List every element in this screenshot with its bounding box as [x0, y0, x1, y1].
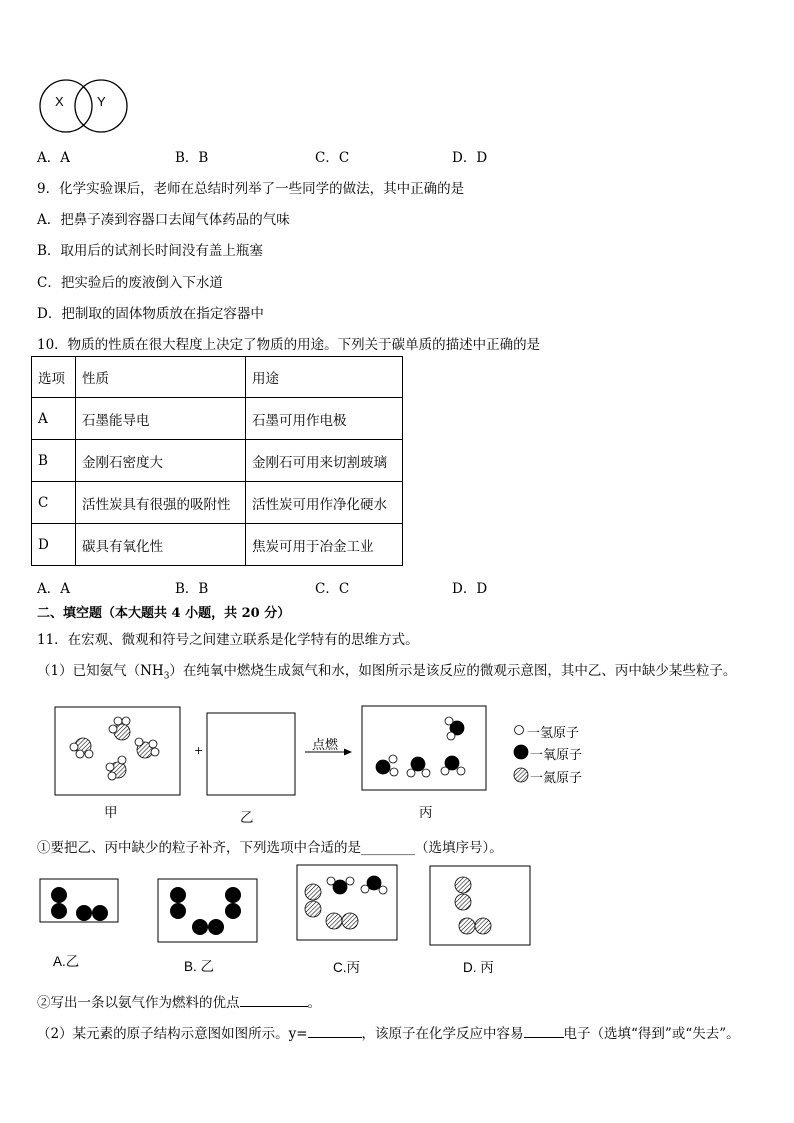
table-cell: 石墨可用作电极 — [246, 398, 403, 440]
q10-option-c[interactable]: C．C — [315, 581, 350, 597]
box-label-jia: 甲 — [104, 805, 118, 821]
venn-label-x: X — [55, 94, 64, 109]
legend-oxygen: 一氧原子 — [530, 748, 583, 763]
table-header: 性质 — [76, 357, 246, 398]
q11-part1-sub: 3 — [163, 671, 170, 682]
table-row — [32, 524, 403, 566]
q11-sub2-pre: ②写出一条以氨气作为燃料的优点 — [37, 995, 240, 1011]
arrow-label: 点燃 — [312, 738, 339, 753]
table-row — [32, 482, 403, 524]
answer-blank-electron[interactable] — [524, 1024, 564, 1038]
q9-option-b[interactable]: B．取用后的试剂长时间没有盖上瓶塞 — [37, 243, 263, 259]
answer-blank[interactable] — [240, 993, 308, 1007]
q9-option-d[interactable]: D．把制取的固体物质放在指定容器中 — [37, 306, 264, 322]
q11-part1 — [37, 659, 736, 682]
q8-option-b[interactable]: B．B — [175, 150, 209, 166]
choice-b-label[interactable]: B. 乙 — [184, 959, 215, 974]
choice-a-label[interactable]: A.乙 — [53, 954, 80, 969]
table-cell: 活性炭可用作净化硬水 — [246, 482, 403, 524]
plus-sign: + — [194, 744, 204, 757]
q9-option-c[interactable]: C．把实验后的废液倒入下水道 — [37, 275, 223, 291]
legend-nitrogen: 一氮原子 — [530, 771, 583, 786]
table-cell: 碳具有氧化性 — [76, 524, 246, 566]
table-cell: A — [32, 398, 76, 440]
q11-part1-post: ）在纯氧中燃烧生成氮气和水，如图所示是该反应的微观示意图，其中乙、丙中缺少某些粒子。 — [169, 663, 737, 679]
q11-sub2-post: 。 — [307, 995, 321, 1011]
venn-label-y: Y — [97, 94, 106, 109]
q11-sub1: ①要把乙、丙中缺少的粒子补齐，下列选项中合适的是________（选填序号）。 — [37, 840, 503, 856]
table-header-row — [32, 357, 403, 398]
q11-part2-b: ，该原子在化学反应中容易 — [361, 1026, 524, 1042]
q10-stem: 10．物质的性质在很大程度上决定了物质的用途。下列关于碳单质的描述中正确的是 — [37, 337, 541, 353]
q11-stem: 11．在宏观、微观和符号之间建立联系是化学特有的思维方式。 — [37, 632, 419, 648]
q10-option-d[interactable]: D．D — [452, 581, 488, 597]
table-cell: D — [32, 524, 76, 566]
table-cell: 石墨能导电 — [76, 398, 246, 440]
q10-option-a[interactable]: A．A — [37, 581, 70, 597]
q8-option-c[interactable]: C．C — [315, 150, 350, 166]
answer-blank-y[interactable] — [308, 1024, 362, 1038]
q9-option-a[interactable]: A．把鼻子凑到容器口去闻气体药品的气味 — [37, 212, 290, 228]
section-title: 二、填空题（本大题共 4 小题，共 20 分） — [37, 606, 291, 621]
table-header: 选项 — [32, 357, 76, 398]
choice-d-label[interactable]: D. 丙 — [463, 960, 494, 975]
table-cell: 活性炭具有很强的吸附性 — [76, 482, 246, 524]
box-label-yi: 乙 — [240, 810, 254, 826]
table-cell: 焦炭可用于冶金工业 — [246, 524, 403, 566]
table-header: 用途 — [246, 357, 403, 398]
q10-table — [31, 356, 403, 566]
q11-part1-pre: （1）已知氨气（NH — [37, 663, 164, 679]
table-row — [32, 440, 403, 482]
table-cell: C — [32, 482, 76, 524]
q11-sub2 — [37, 991, 321, 1011]
q9-stem: 9．化学实验课后，老师在总结时列举了一些同学的做法，其中正确的是 — [37, 181, 465, 197]
q10-option-b[interactable]: B．B — [175, 581, 209, 597]
table-cell: 金刚石密度大 — [76, 440, 246, 482]
table-row — [32, 398, 403, 440]
q8-option-a[interactable]: A．A — [37, 150, 70, 166]
box-label-bing: 丙 — [419, 805, 433, 821]
q11-part2-c: 电子（选填“得到”或“失去”。 — [563, 1026, 740, 1042]
table-cell: 金刚石可用来切割玻璃 — [246, 440, 403, 482]
choice-c-label[interactable]: C.丙 — [333, 960, 360, 975]
q8-option-d[interactable]: D．D — [452, 150, 488, 166]
table-cell: B — [32, 440, 76, 482]
q11-part2-a: （2）某元素的原子结构示意图如图所示。y= — [37, 1026, 308, 1042]
q11-part2 — [37, 1022, 740, 1042]
legend-hydrogen: 一氢原子 — [527, 726, 580, 741]
